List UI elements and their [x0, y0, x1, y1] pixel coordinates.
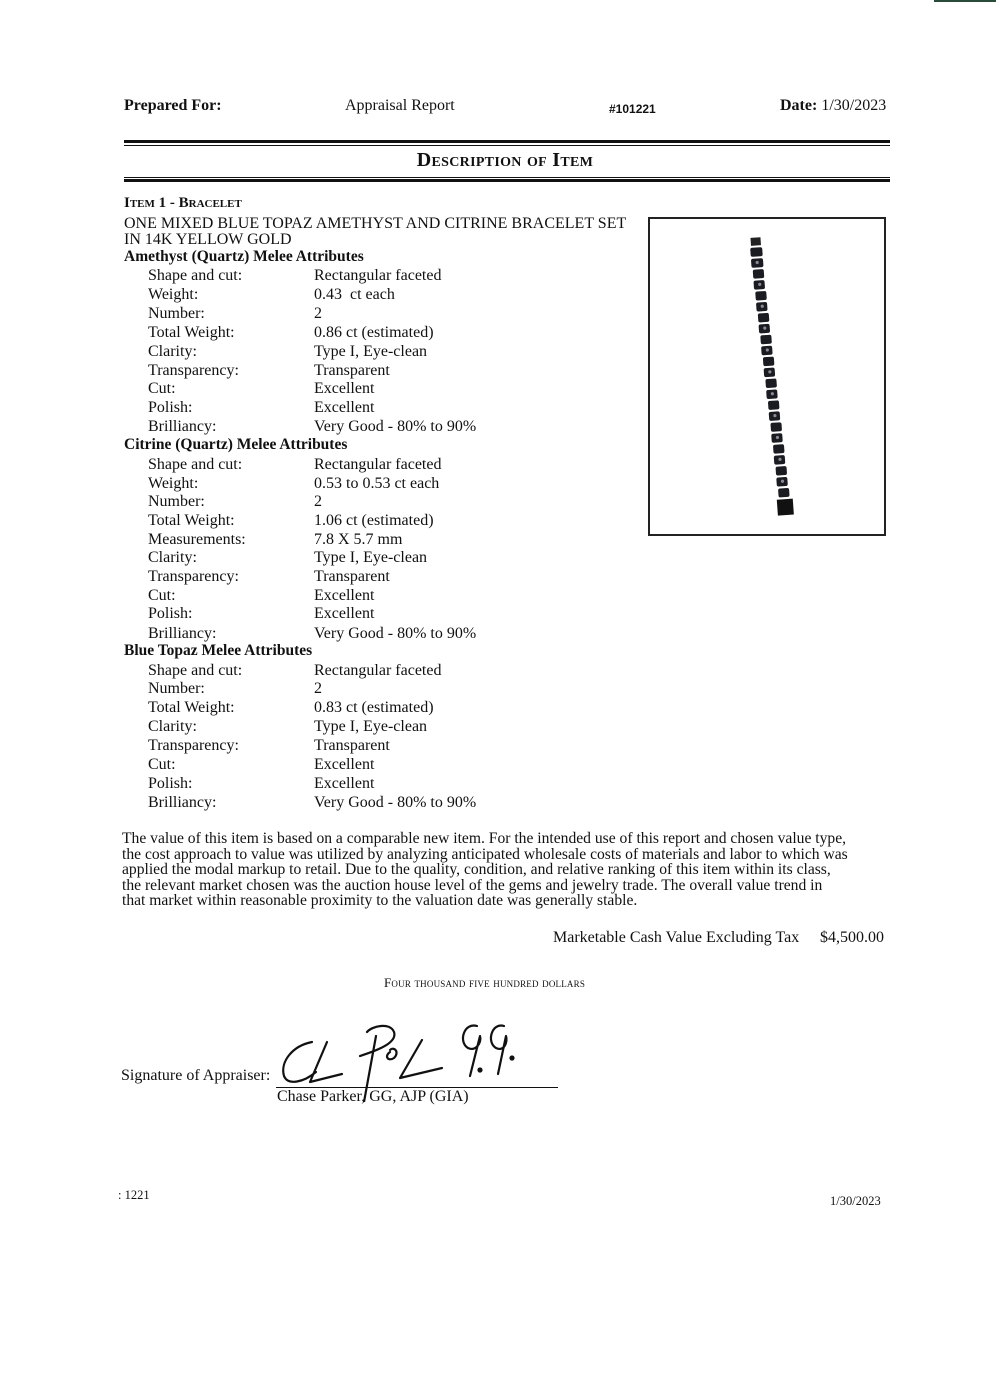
attr-label: Total Weight:: [148, 324, 235, 341]
blue-topaz-row: [148, 680, 668, 699]
attr-value: Excellent: [314, 756, 375, 773]
amethyst-row: [148, 324, 668, 343]
amethyst-row: [148, 380, 668, 399]
attr-label: Brilliancy:: [148, 794, 217, 811]
citrine-row: [148, 512, 668, 531]
attr-label: Shape and cut:: [148, 662, 243, 679]
attr-value: 7.8 X 5.7 mm: [314, 531, 403, 548]
attr-label: Number:: [148, 305, 205, 322]
attr-value: Transparent: [314, 568, 390, 585]
blue-topaz-row: [148, 699, 668, 718]
paragraph-line: the relevant market chosen was the auction house level of the gems and jewelry trade. The overall value trend in: [122, 876, 823, 894]
prepared-for-label: Prepared For:: [124, 97, 222, 114]
appraiser-name: Chase Parker, GG, AJP (GIA): [277, 1088, 469, 1105]
attr-value: Very Good - 80% to 90%: [314, 794, 477, 811]
attr-label: Measurements:: [148, 531, 246, 548]
citrine-row: [148, 605, 668, 624]
attr-label: Shape and cut:: [148, 456, 243, 473]
amethyst-row: [148, 362, 668, 381]
attr-value: 2: [314, 680, 322, 697]
attr-label: Weight:: [148, 475, 199, 492]
attr-value: Transparent: [314, 737, 390, 754]
divider-top-thin: [124, 145, 890, 146]
item-title: Item 1 - Bracelet: [124, 195, 242, 211]
attr-value: Rectangular faceted: [314, 662, 442, 679]
report-date-value: 1/30/2023: [817, 97, 887, 114]
attr-label: Weight:: [148, 286, 199, 303]
footer-left: : 1221: [118, 1188, 150, 1202]
citrine-row: [148, 475, 668, 494]
signature-label: Signature of Appraiser:: [121, 1067, 271, 1084]
divider-bottom: [124, 179, 890, 182]
report-date: [780, 97, 886, 115]
footer-date: 1/30/2023: [830, 1194, 881, 1208]
amethyst-heading: Amethyst (Quartz) Melee Attributes: [124, 248, 364, 265]
attr-label: Cut:: [148, 756, 176, 773]
attr-label: Total Weight:: [148, 512, 235, 529]
blue-topaz-row: [148, 718, 668, 737]
attr-value: Type I, Eye-clean: [314, 549, 428, 566]
attr-label: Polish:: [148, 775, 193, 792]
attr-value: Rectangular faceted: [314, 456, 442, 473]
attr-label: Cut:: [148, 587, 176, 604]
attr-label: Brilliancy:: [148, 625, 217, 642]
attr-value: Excellent: [314, 775, 375, 792]
blue-topaz-row: [148, 775, 668, 794]
citrine-row: [148, 568, 668, 587]
attr-value: Very Good - 80% to 90%: [314, 418, 477, 435]
amethyst-row: [148, 267, 668, 286]
amethyst-row: [148, 305, 668, 324]
attr-label: Transparency:: [148, 568, 239, 585]
citrine-row: [148, 549, 668, 568]
attr-value: Rectangular faceted: [314, 267, 442, 284]
attr-label: Clarity:: [148, 343, 197, 360]
attr-label: Transparency:: [148, 362, 239, 379]
attr-label: Cut:: [148, 380, 176, 397]
item-description-line1: ONE MIXED BLUE TOPAZ AMETHYST AND CITRINE BRACELET SET: [124, 215, 627, 232]
attr-label: Clarity:: [148, 718, 197, 735]
attr-value: Type I, Eye-clean: [314, 718, 428, 735]
attr-value: Excellent: [314, 399, 375, 416]
blue-topaz-row: [148, 662, 668, 681]
citrine-row: [148, 493, 668, 512]
corner-mark: [934, 0, 996, 2]
amethyst-row: [148, 399, 668, 418]
report-number: #101221: [609, 102, 656, 116]
amethyst-row: [148, 286, 668, 305]
attr-value: Type I, Eye-clean: [314, 343, 428, 360]
report-date-label: Date:: [780, 97, 818, 114]
attr-value: Very Good - 80% to 90%: [314, 625, 477, 642]
attr-value: 2: [314, 305, 322, 322]
attr-value: Excellent: [314, 380, 375, 397]
value-amount: $4,500.00: [820, 929, 884, 946]
attr-label: Polish:: [148, 399, 193, 416]
attr-label: Number:: [148, 493, 205, 510]
valuation-paragraph: [122, 831, 890, 909]
attr-value: 2: [314, 493, 322, 510]
attr-value: Transparent: [314, 362, 390, 379]
citrine-row: [148, 531, 668, 550]
blue-topaz-row: [148, 794, 668, 813]
attr-value: 0.83 ct (estimated): [314, 699, 434, 716]
attr-label: Number:: [148, 680, 205, 697]
amethyst-row: [148, 418, 668, 437]
attr-value: 0.86 ct (estimated): [314, 324, 434, 341]
report-title: Appraisal Report: [345, 97, 455, 114]
attr-label: Clarity:: [148, 549, 197, 566]
attr-label: Transparency:: [148, 737, 239, 754]
attr-label: Total Weight:: [148, 699, 235, 716]
attr-value: 1.06 ct (estimated): [314, 512, 434, 529]
paragraph-line: the cost approach to value was utilized by analyzing anticipated wholesale costs of materials and labor to which was: [122, 845, 848, 863]
attr-value: Excellent: [314, 605, 375, 622]
attr-value: 0.53 to 0.53 ct each: [314, 475, 440, 492]
value-in-words: Four thousand five hundred dollars: [384, 975, 586, 990]
section-title: Description of Item: [416, 149, 594, 171]
attr-value: 0.43 ct each: [314, 286, 395, 303]
blue-topaz-row: [148, 737, 668, 756]
bracelet-image: [650, 219, 884, 534]
citrine-row: [148, 587, 668, 606]
value-label: Marketable Cash Value Excluding Tax: [553, 929, 800, 946]
attr-label: Brilliancy:: [148, 418, 217, 435]
divider-top: [124, 140, 890, 143]
attr-value: Excellent: [314, 587, 375, 604]
item-description: [124, 216, 664, 248]
amethyst-row: [148, 343, 668, 362]
item-description-line2: IN 14K YELLOW GOLD: [124, 231, 292, 248]
divider-bottom-thin: [124, 177, 890, 178]
paragraph-line: that market within reasonable proximity to the valuation date was generally stable.: [122, 892, 638, 909]
blue-topaz-row: [148, 756, 668, 775]
item-photo: [648, 217, 886, 536]
paragraph-line: The value of this item is based on a comparable new item. For the intended use of this report and chosen value type,: [122, 830, 847, 847]
citrine-row: [148, 456, 668, 475]
paragraph-line: applied the modal markup to retail. Due to the quality, condition, and relative ranking of this item within its class,: [122, 861, 831, 878]
attr-label: Polish:: [148, 605, 193, 622]
attr-label: Shape and cut:: [148, 267, 243, 284]
blue-topaz-heading: Blue Topaz Melee Attributes: [124, 642, 313, 659]
citrine-heading: Citrine (Quartz) Melee Attributes: [124, 436, 348, 453]
